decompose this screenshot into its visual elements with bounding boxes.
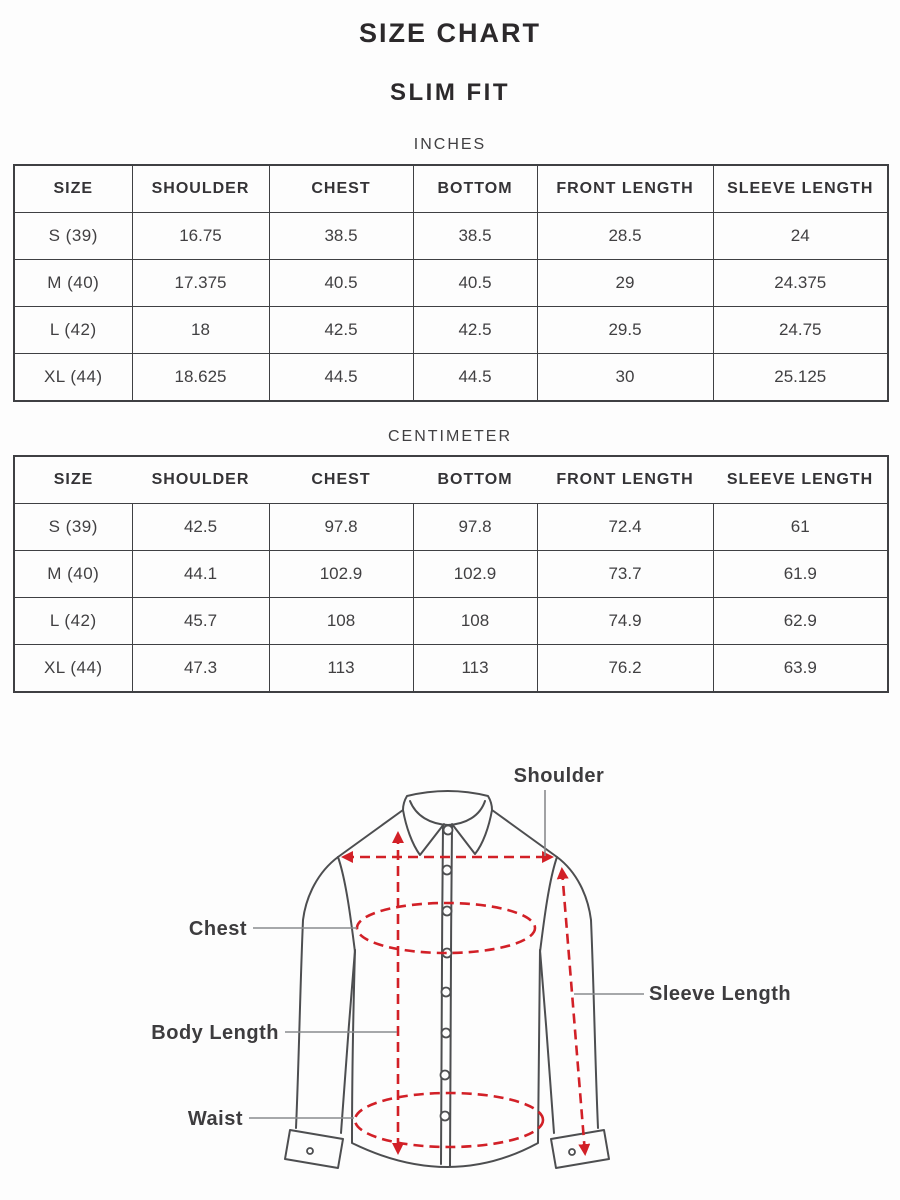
table-header-row xyxy=(14,165,888,213)
page-title: SIZE CHART xyxy=(359,18,541,48)
value-cell: 47.3 xyxy=(132,645,269,693)
inches-heading: INCHES xyxy=(413,136,487,153)
right-cuff-button xyxy=(569,1149,575,1155)
value-cell: 45.7 xyxy=(132,598,269,645)
centimeter-heading: CENTIMETER xyxy=(388,428,512,445)
column-header: SLEEVE LENGTH xyxy=(713,165,888,213)
table-row xyxy=(14,645,888,693)
column-header: CHEST xyxy=(269,165,413,213)
value-cell: 17.375 xyxy=(132,260,269,307)
value-cell: 102.9 xyxy=(413,551,537,598)
value-cell: 61 xyxy=(713,504,888,551)
value-cell: 40.5 xyxy=(269,260,413,307)
value-cell: 108 xyxy=(413,598,537,645)
value-cell: 76.2 xyxy=(537,645,713,693)
shirt-body xyxy=(352,950,540,1167)
value-cell: 62.9 xyxy=(713,598,888,645)
shirt-placket xyxy=(441,826,452,1166)
value-cell: 44.1 xyxy=(132,551,269,598)
value-cell: 44.5 xyxy=(413,354,537,402)
column-header: FRONT LENGTH xyxy=(537,456,713,504)
table-row xyxy=(14,504,888,551)
sleeve-length-label: Sleeve Length xyxy=(649,983,792,1005)
column-header: SHOULDER xyxy=(132,456,269,504)
value-cell: 97.8 xyxy=(269,504,413,551)
column-header: SLEEVE LENGTH xyxy=(713,456,888,504)
chest-measure-ellipse xyxy=(357,903,535,953)
waist-label: Waist xyxy=(187,1108,243,1130)
value-cell: 102.9 xyxy=(269,551,413,598)
measurement-marks xyxy=(344,834,585,1153)
column-header: SHOULDER xyxy=(132,165,269,213)
size-cell: XL (44) xyxy=(14,645,132,693)
shirt-right-cuff xyxy=(551,1130,609,1168)
value-cell: 63.9 xyxy=(713,645,888,693)
value-cell: 24.375 xyxy=(713,260,888,307)
shirt-left-cuff xyxy=(285,1130,343,1168)
table-row xyxy=(14,307,888,354)
value-cell: 113 xyxy=(413,645,537,693)
inches-size-table xyxy=(13,164,889,402)
shirt-collar xyxy=(403,791,492,855)
value-cell: 73.7 xyxy=(537,551,713,598)
value-cell: 40.5 xyxy=(413,260,537,307)
body-length-label: Body Length xyxy=(151,1022,279,1044)
column-header: FRONT LENGTH xyxy=(537,165,713,213)
shoulder-label: Shoulder xyxy=(513,765,605,787)
table-row xyxy=(14,213,888,260)
table-row xyxy=(14,260,888,307)
column-header: CHEST xyxy=(269,456,413,504)
fit-subtitle: SLIM FIT xyxy=(390,79,510,106)
sleeve-length-measure-line xyxy=(562,870,585,1153)
value-cell: 38.5 xyxy=(413,213,537,260)
column-header: BOTTOM xyxy=(413,165,537,213)
value-cell: 113 xyxy=(269,645,413,693)
centimeter-size-table xyxy=(13,455,889,693)
column-header: BOTTOM xyxy=(413,456,537,504)
label-connectors xyxy=(249,790,644,1118)
left-cuff-button xyxy=(307,1148,313,1154)
value-cell: 24.75 xyxy=(713,307,888,354)
value-cell: 72.4 xyxy=(537,504,713,551)
shirt-left-sleeve xyxy=(296,857,355,1133)
value-cell: 18.625 xyxy=(132,354,269,402)
size-cell: XL (44) xyxy=(14,354,132,402)
value-cell: 24 xyxy=(713,213,888,260)
table-header-row xyxy=(14,456,888,504)
size-cell: S (39) xyxy=(14,504,132,551)
diagram-labels xyxy=(151,765,791,1130)
size-cell: L (42) xyxy=(14,598,132,645)
shirt-left-armhole xyxy=(338,857,355,952)
waist-measure-ellipse xyxy=(355,1093,543,1147)
value-cell: 29 xyxy=(537,260,713,307)
value-cell: 30 xyxy=(537,354,713,402)
value-cell: 29.5 xyxy=(537,307,713,354)
shirt-shoulder-seams xyxy=(338,810,557,857)
value-cell: 28.5 xyxy=(537,213,713,260)
value-cell: 38.5 xyxy=(269,213,413,260)
value-cell: 97.8 xyxy=(413,504,537,551)
table-row xyxy=(14,354,888,402)
value-cell: 18 xyxy=(132,307,269,354)
value-cell: 42.5 xyxy=(269,307,413,354)
column-header: SIZE xyxy=(14,456,132,504)
value-cell: 61.9 xyxy=(713,551,888,598)
value-cell: 16.75 xyxy=(132,213,269,260)
size-cell: M (40) xyxy=(14,260,132,307)
shirt-illustration xyxy=(285,791,609,1168)
chest-label: Chest xyxy=(188,918,247,940)
size-cell: M (40) xyxy=(14,551,132,598)
column-header: SIZE xyxy=(14,165,132,213)
table-row xyxy=(14,598,888,645)
size-cell: S (39) xyxy=(14,213,132,260)
value-cell: 74.9 xyxy=(537,598,713,645)
value-cell: 42.5 xyxy=(413,307,537,354)
size-cell: L (42) xyxy=(14,307,132,354)
shirt-right-sleeve xyxy=(540,857,598,1133)
value-cell: 108 xyxy=(269,598,413,645)
value-cell: 42.5 xyxy=(132,504,269,551)
value-cell: 25.125 xyxy=(713,354,888,402)
table-row xyxy=(14,551,888,598)
shirt-button-column xyxy=(441,826,453,1121)
value-cell: 44.5 xyxy=(269,354,413,402)
